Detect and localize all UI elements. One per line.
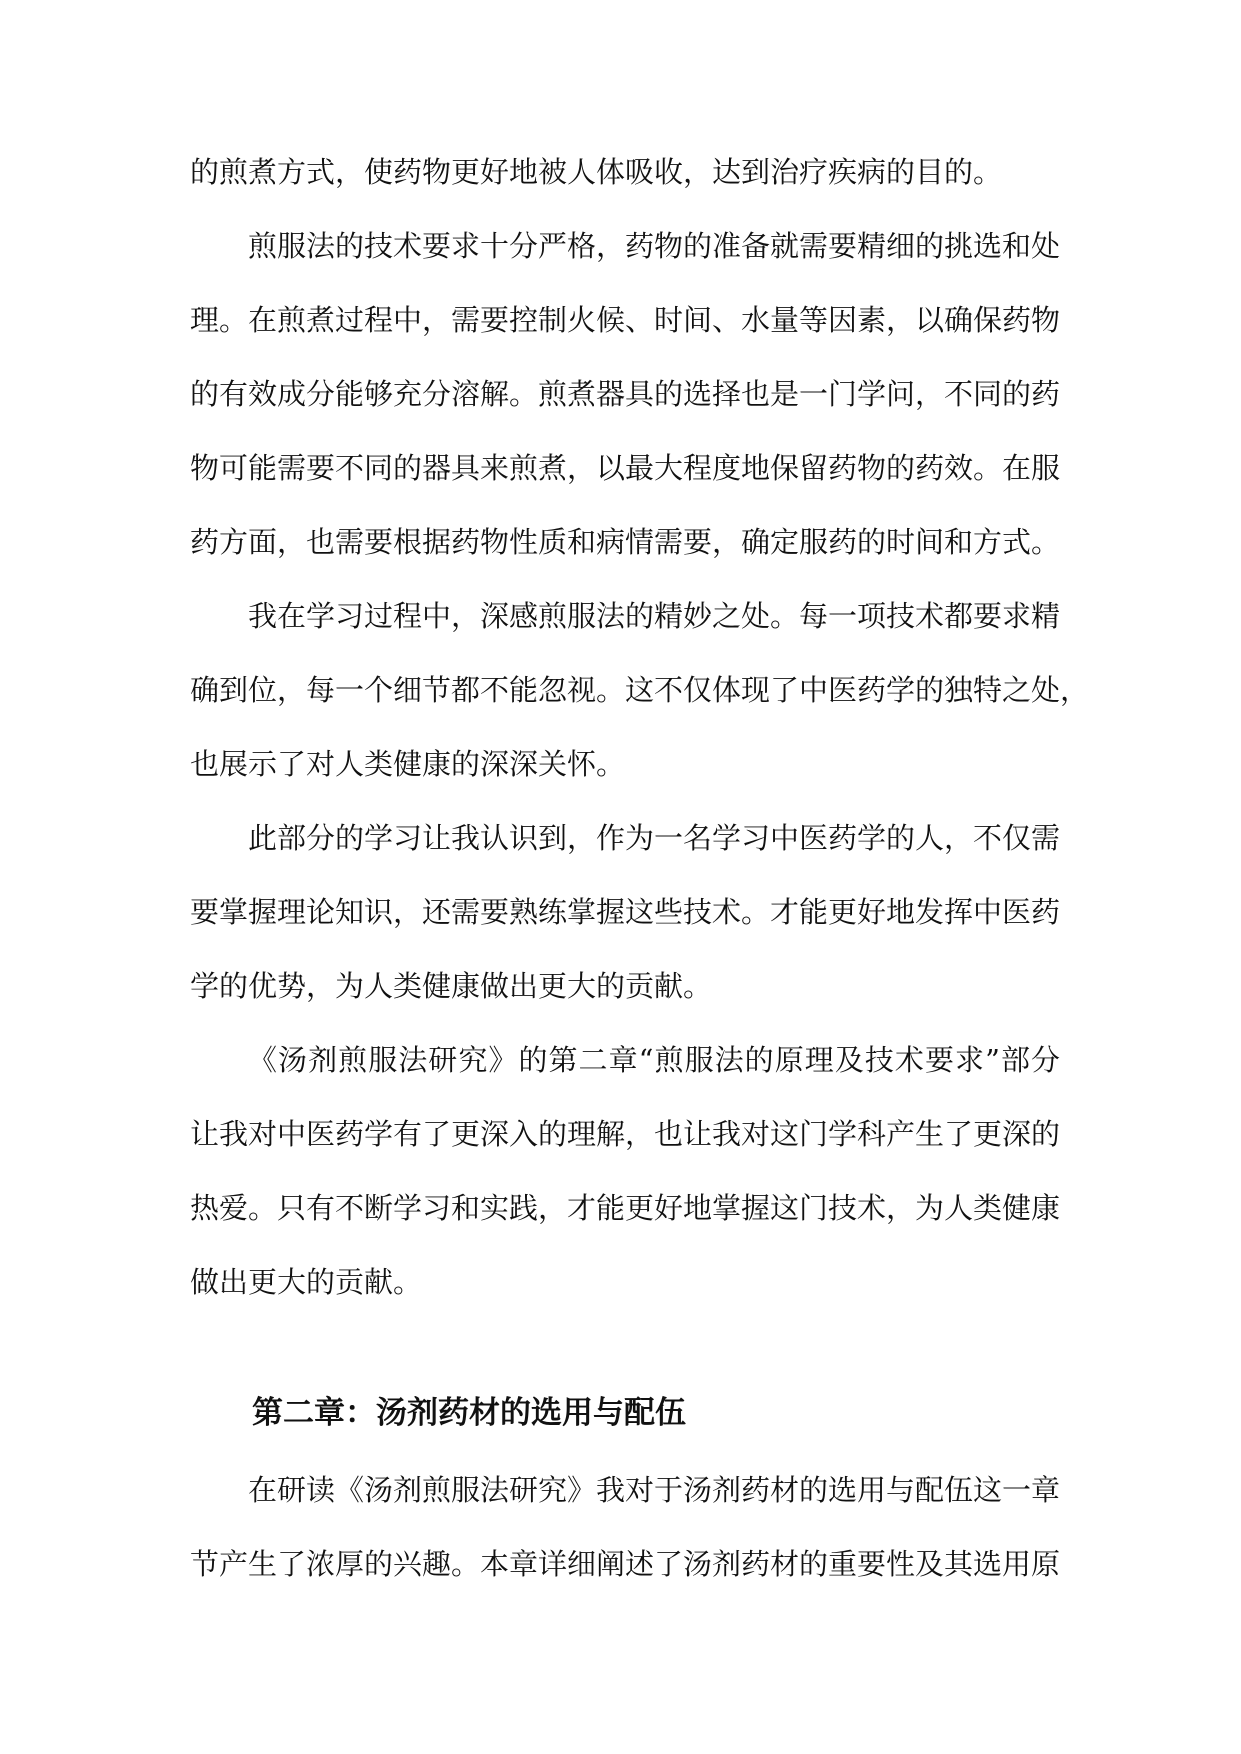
chapter-heading: 第二章：汤剂药材的选用与配伍	[252, 1395, 686, 1431]
text-line: 的煎煮方式，使药物更好地被人体吸收，达到治疗疾病的目的。	[190, 155, 1003, 189]
text-line: 要掌握理论知识，还需要熟练掌握这些技术。才能更好地发挥中医药	[190, 895, 1061, 929]
text-line: 此部分的学习让我认识到，作为一名学习中医药学的人，不仅需	[248, 821, 1061, 855]
text-line: 节产生了浓厚的兴趣。本章详细阐述了汤剂药材的重要性及其选用原	[190, 1547, 1061, 1581]
text-line: 在研读《汤剂煎服法研究》我对于汤剂药材的选用与配伍这一章	[248, 1473, 1061, 1507]
text-line: 药方面，也需要根据药物性质和病情需要，确定服药的时间和方式。	[190, 525, 1061, 559]
text-line: 我在学习过程中，深感煎服法的精妙之处。每一项技术都要求精	[248, 599, 1061, 633]
text-line: 理。在煎煮过程中，需要控制火候、时间、水量等因素，以确保药物	[190, 303, 1061, 337]
text-line: 学的优势，为人类健康做出更大的贡献。	[190, 969, 713, 1003]
text-line: 物可能需要不同的器具来煎煮，以最大程度地保留药物的药效。在服	[190, 451, 1061, 485]
text-line: 的有效成分能够充分溶解。煎煮器具的选择也是一门学问，不同的药	[190, 377, 1061, 411]
text-line: 煎服法的技术要求十分严格，药物的准备就需要精细的挑选和处	[248, 229, 1061, 263]
text-line: 《汤剂煎服法研究》的第二章“煎服法的原理及技术要求”部分	[248, 1043, 1060, 1077]
text-line: 做出更大的贡献。	[190, 1265, 423, 1299]
text-line: 确到位，每一个细节都不能忽视。这不仅体现了中医药学的独特之处，	[190, 673, 1090, 707]
text-line: 也展示了对人类健康的深深关怀。	[190, 747, 626, 781]
text-line: 让我对中医药学有了更深入的理解，也让我对这门学科产生了更深的	[190, 1117, 1061, 1151]
text-line: 热爱。只有不断学习和实践，才能更好地掌握这门技术，为人类健康	[190, 1191, 1061, 1225]
